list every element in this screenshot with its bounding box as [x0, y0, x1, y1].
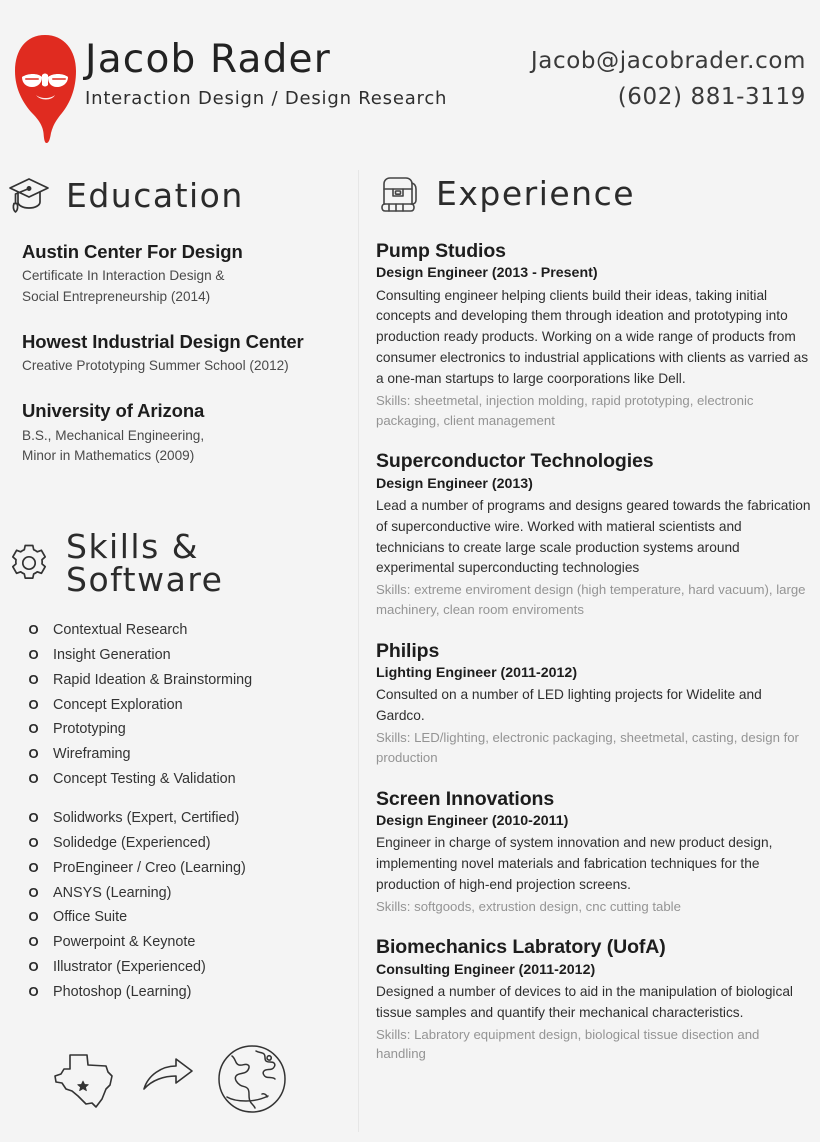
bullet-circle-icon: O	[28, 983, 39, 999]
experience-skills: Skills: softgoods, extrustion design, cnc cutting table	[376, 898, 681, 914]
experience-description: Consulting engineer helping clients build their ideas, taking initial concepts and developing them through ideation and prototyping into production ready products. Working on a wide range of products from consumer electronics to industrial applications with clients as varried as a one-man startups to large coorporations like Dell.	[376, 287, 809, 386]
skill-item	[28, 746, 352, 763]
bullet-circle-icon: O	[28, 958, 39, 974]
experience-item	[376, 240, 812, 430]
skill-item	[28, 835, 352, 852]
education-item	[22, 330, 352, 377]
skill-label: Insight Generation	[53, 647, 171, 664]
bullet-circle-icon: O	[28, 746, 39, 762]
bullet-circle-icon: O	[28, 884, 39, 900]
skill-item	[28, 810, 352, 827]
right-column	[376, 160, 812, 1084]
skill-label: Concept Exploration	[53, 696, 183, 713]
experience-company: Biomechanics Labratory (UofA)	[376, 936, 666, 959]
bullet-circle-icon: O	[28, 671, 39, 687]
skill-item	[28, 860, 352, 877]
skill-label: ANSYS (Learning)	[53, 884, 172, 901]
education-section	[0, 160, 352, 466]
graduation-cap-icon	[6, 172, 52, 218]
texas-state-outline-icon	[48, 1041, 124, 1122]
bullet-circle-icon: O	[28, 696, 39, 712]
skill-label: Solidworks (Expert, Certified)	[53, 810, 240, 827]
name-block	[85, 37, 448, 109]
skill-item	[28, 697, 352, 714]
skill-label: Illustrator (Experienced)	[53, 958, 206, 975]
bullet-circle-icon: O	[28, 647, 39, 663]
skill-item	[28, 934, 352, 951]
skills-group-methods	[6, 622, 352, 788]
education-detail: B.S., Mechanical Engineering,	[22, 427, 205, 443]
bullet-circle-icon: O	[28, 835, 39, 851]
experience-role: Design Engineer (2013 - Present)	[376, 265, 598, 282]
skills-section	[0, 527, 352, 1001]
skills-heading	[6, 527, 352, 600]
contact-block	[531, 48, 806, 110]
experience-item	[376, 936, 812, 1064]
experience-role: Lighting Engineer (2011-2012)	[376, 665, 578, 682]
experience-company: Pump Studios	[376, 240, 506, 262]
skill-item	[28, 647, 352, 664]
skill-item	[28, 771, 352, 788]
bullet-circle-icon: O	[28, 721, 39, 737]
experience-title: Experience	[436, 173, 636, 213]
globe-icon	[212, 1039, 292, 1124]
bullet-circle-icon: O	[28, 934, 39, 950]
education-detail: Social Entrepreneurship (2014)	[22, 288, 211, 304]
education-detail: Certificate In Interaction Design &	[22, 268, 225, 284]
skill-item	[28, 721, 352, 738]
skill-label: Office Suite	[53, 909, 128, 926]
bullet-circle-icon: O	[28, 909, 39, 925]
gear-icon	[6, 540, 52, 586]
bullet-circle-icon: O	[28, 622, 39, 638]
experience-item	[376, 788, 812, 917]
travel-graphic	[0, 1039, 352, 1124]
education-school: Austin Center For Design	[22, 241, 243, 262]
experience-description: Consulted on a number of LED lighting projects for Widelite and Gardco.	[376, 687, 762, 724]
experience-description: Designed a number of devices to aid in the manipulation of biological tissue samples and quantify their mechanical characteristics.	[376, 983, 793, 1020]
experience-skills: Skills: Labratory equipment design, biological tissue disection and handling	[376, 1026, 760, 1062]
column-divider	[358, 170, 359, 1132]
experience-description: Lead a number of programs and designs geared towards the fabrication of superconductive wire. Worked with matieral scientists and technicians to create large scale production systems around experimental superconducting technologies	[376, 497, 811, 576]
experience-skills: Skills: LED/lighting, electronic packaging, sheetmetal, casting, design for production	[376, 729, 799, 765]
left-column	[0, 160, 352, 1124]
skill-label: ProEngineer / Creo (Learning)	[53, 859, 246, 876]
education-school: University of Arizona	[22, 400, 205, 422]
skill-item	[28, 909, 352, 926]
skills-group-software	[6, 810, 352, 1001]
skill-item	[28, 885, 352, 902]
resume-header	[0, 0, 820, 158]
experience-company: Superconductor Technologies	[376, 450, 654, 473]
phone-text[interactable]: (602) 881-3119	[617, 84, 806, 110]
skill-item	[28, 622, 352, 639]
skill-label: Rapid Ideation & Brainstorming	[53, 671, 253, 688]
experience-skills: Skills: extreme enviroment design (high temperature, hard vacuum), large machinery, clean room enviroments	[376, 582, 806, 617]
skill-item	[28, 672, 352, 689]
skills-title: Skills & Software	[66, 527, 224, 600]
education-heading	[6, 172, 352, 218]
skill-item	[28, 984, 352, 1001]
education-item	[22, 399, 352, 466]
skill-label: Prototyping	[53, 721, 126, 738]
education-detail: Minor in Mathematics (2009)	[22, 447, 195, 463]
bullet-circle-icon: O	[28, 771, 39, 787]
curved-arrow-icon	[140, 1053, 196, 1110]
experience-role: Design Engineer (2013)	[376, 475, 533, 492]
skill-label: Solidedge (Experienced)	[53, 835, 211, 852]
skill-label: Concept Testing & Validation	[53, 771, 236, 788]
page-title: Jacob Rader	[85, 37, 331, 82]
skill-label: Contextual Research	[53, 622, 188, 639]
bullet-circle-icon: O	[28, 859, 39, 875]
experience-company: Philips	[376, 639, 440, 662]
experience-description: Engineer in charge of system innovation and new product design, implementing novel materials and fabrication techniques for the production of high-end projection screens.	[376, 835, 773, 892]
experience-section	[376, 160, 812, 1064]
experience-item	[376, 640, 812, 768]
skill-item	[28, 959, 352, 976]
skill-label: Wireframing	[53, 746, 131, 763]
education-list	[6, 240, 352, 466]
skill-label: Photoshop (Learning)	[53, 983, 192, 1000]
experience-role: Consulting Engineer (2011-2012)	[376, 961, 596, 978]
education-item	[22, 240, 352, 307]
education-title: Education	[66, 175, 244, 215]
email-text[interactable]: Jacob@jacobrader.com	[530, 48, 806, 74]
bearded-face-logo-icon	[8, 33, 82, 145]
experience-role: Design Engineer (2010-2011)	[376, 812, 569, 829]
education-detail: Creative Prototyping Summer School (2012)	[22, 358, 289, 374]
experience-heading	[376, 170, 812, 216]
bullet-circle-icon: O	[28, 810, 39, 826]
backpack-icon	[376, 170, 422, 216]
skill-label: Powerpoint & Keynote	[53, 934, 196, 951]
experience-skills: Skills: sheetmetal, injection molding, rapid prototyping, electronic packaging, client management	[376, 392, 754, 428]
experience-item	[376, 450, 812, 619]
header-tagline: Interaction Design / Design Research	[85, 87, 448, 109]
education-school: Howest Industrial Design Center	[22, 330, 304, 352]
experience-list	[376, 240, 812, 1064]
experience-company: Screen Innovations	[376, 787, 555, 810]
